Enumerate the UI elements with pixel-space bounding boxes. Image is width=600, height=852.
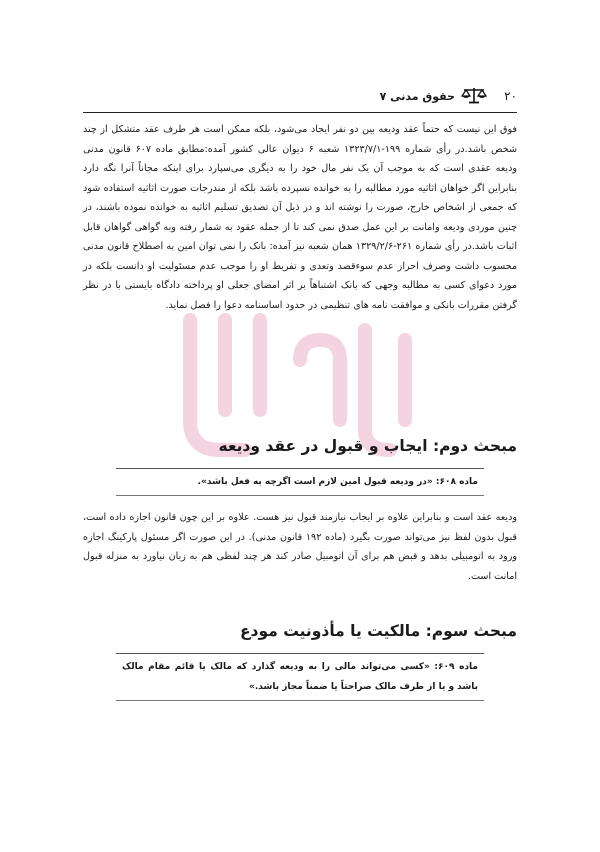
article-box: [116, 468, 484, 496]
article-text: ماده ۶۰۸: «در ودیعه قبول امین لازم است اگرچه به فعل باشد».: [197, 477, 478, 487]
body-paragraph: فوق این نیست که حتماً عقد ودیعه بین دو نفر ایجاد می‌شود، بلکه ممکن است هر طرف عقد متشکل از چند شخص باشد.در رأی شماره ۱۹۹-۱۳۲۳/۷/۱ شعبه ۶ دیوان عالی کشور آمده:مطابق ماده ۶۰۷ قانون مدنی ودیعه عقدی است که به موجب آن یک نفر مال خود را به دیگری می‌سپارد برای اینکه مجاناً آنرا نگه دارد بنابراین اگر خواهان اثاثیه مورد مطالبه را به خوانده نسپرده باشد بلکه از مندرجات صورت اثاثیه استفاده شود که جمعی از اشخاص خارج، صورت را نوشته اند و در ذیل آن تصدیق تسلیم اثاثیه به خوانده نموده باشند، در چنین موردی ودیعه وامانت بر این عمل صدق نمی کند تا از جمله عقود به شمار رفته وبه گواهی گواهان قابل اثبات باشد.در رأی شماره ۲۶۱-۱۳۲۹/۲/۶ همان شعبه نیز آمده: بانک را نمی توان امین به اصطلاح قانون مدنی محسوب داشت وصرف احراز عدم سوءقصد وتعدی و تفریط او را موجب عدم مسئولیت او دانست بلکه در مورد دعوای کسی به مطالبه وجهی که بانک اشتباهاً بر اثر امضای جعلی او پرداخته دادگاه بایستی با در نظر گرفتن مقررات بانکی و موافقت نامه های تنظیمی در حدود اساسنامه دعوا را فصل نماید.: [83, 124, 517, 311]
box-bottom-rule: [116, 495, 484, 496]
box-bottom-rule: [116, 700, 484, 701]
article-box: [116, 653, 484, 701]
book-title: حقوق مدنی ۷: [379, 90, 455, 103]
section-heading: مبحث دوم: ایجاب و قبول در عقد ودیعه: [218, 437, 517, 455]
page-header: [83, 86, 517, 108]
page-number: ۲۰: [504, 89, 517, 103]
article-text: ماده ۶۰۹: «کسی می‌تواند مالی را به ودیعه گذارد که مالک یا قائم مقام مالک باشد و یا از طرف مالک صراحتاً یا ضمناً مجاز باشد.»: [122, 662, 478, 692]
section-heading: مبحث سوم: مالکیت یا مأذونیت مودع: [239, 622, 517, 640]
scales-icon: [461, 86, 487, 104]
body-paragraph: ودیعه عقد است و بنابراین علاوه بر ایجاب نیازمند قبول نیز هست. علاوه بر این چون قانون اجازه داده است، قبول بدون لفظ نیز می‌تواند صورت بگیرد (ماده ۱۹۲ قانون مدنی). در این صورت اگر مسئول پارکینگ اجازه ورود به اتومبیلی بدهد و قبض هم برای آن اتومبیل صادر کند هر چند لفظی هم به زبان نیاورد به منزله قبول امانت است.: [83, 512, 517, 582]
header-divider: [83, 112, 517, 113]
